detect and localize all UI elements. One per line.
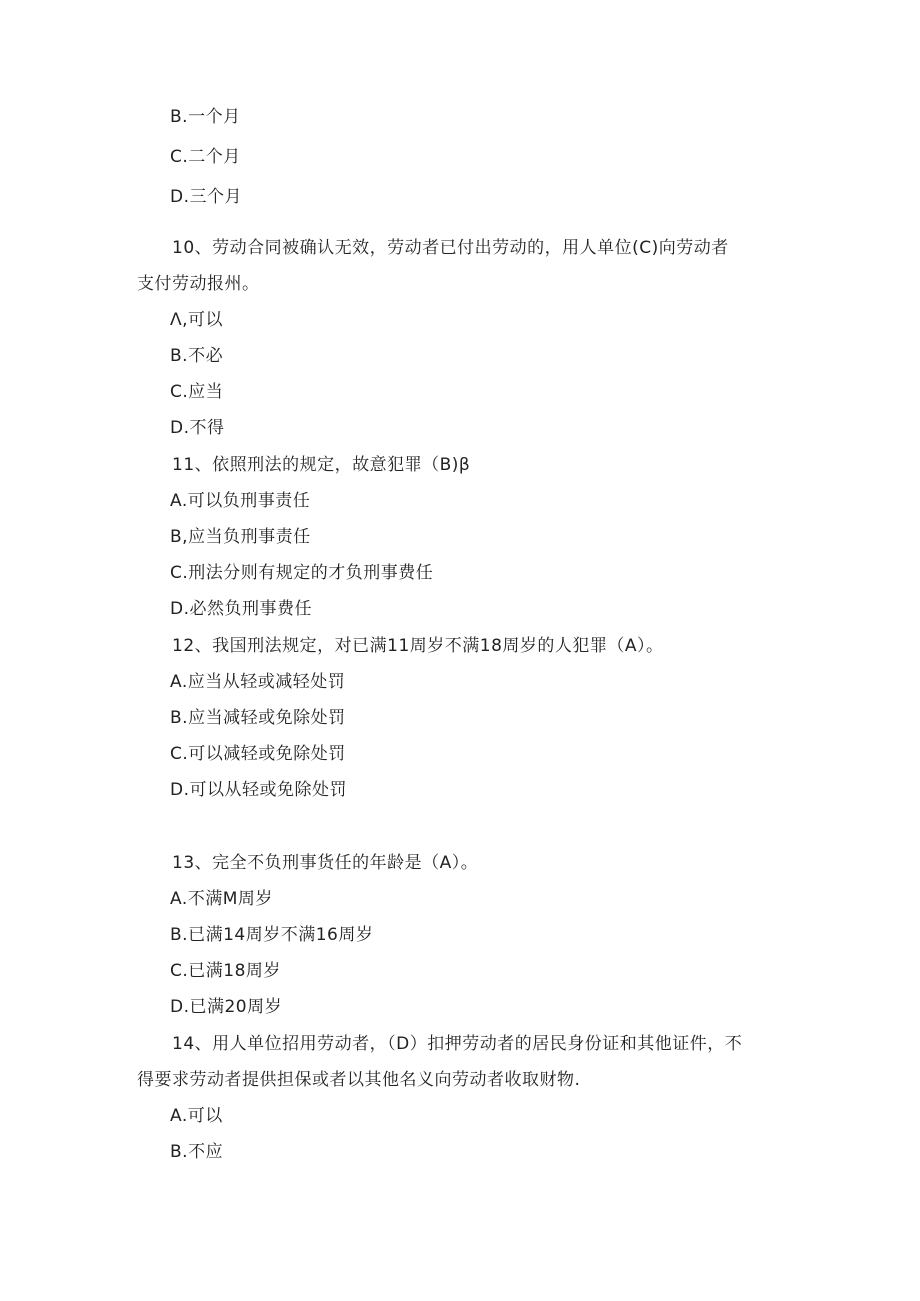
q13-option-d: D.已满20周岁 — [170, 997, 283, 1017]
q10-option-a: Λ,可以 — [170, 310, 224, 330]
question-12: 12、我国刑法规定，对已满11周岁不满18周岁的人犯罪（A）。 — [172, 636, 664, 656]
q13-option-b: B.已满14周岁不满16周岁 — [170, 925, 374, 945]
q12-option-a: A.应当从轻或减轻处罚 — [170, 672, 346, 692]
question-10-line-1: 10、劳动合同被确认无效，劳动者已付出劳动的，用人单位(C)向劳动者 — [172, 238, 729, 258]
option-d-three-months: D.三个月 — [170, 187, 242, 207]
q10-option-c: C.应当 — [170, 382, 224, 402]
q11-option-b: B,应当负刑事责任 — [170, 527, 311, 547]
q10-option-d: D.不得 — [170, 418, 225, 438]
question-10-line-2: 支付劳动报州。 — [137, 274, 260, 294]
q12-option-b: B.应当减轻或免除处罚 — [170, 708, 346, 728]
option-b-one-month: B.一个月 — [170, 107, 241, 127]
q11-option-a: A.可以负刑事责任 — [170, 491, 311, 511]
q13-option-c: C.已满18周岁 — [170, 961, 281, 981]
q11-option-d: D.必然负刑事费任 — [170, 599, 312, 619]
q14-option-a: A.可以 — [170, 1106, 223, 1126]
q12-option-c: C.可以减轻或免除处罚 — [170, 744, 346, 764]
option-c-two-months: C.二个月 — [170, 147, 241, 167]
question-11: 11、依照刑法的规定，故意犯罪（B)β — [172, 455, 471, 475]
q12-option-d: D.可以从轻或免除处罚 — [170, 780, 347, 800]
q14-option-b: B.不应 — [170, 1142, 224, 1162]
q11-option-c: C.刑法分则有规定的才负刑事费任 — [170, 563, 434, 583]
question-14-line-1: 14、用人单位招用劳动者，（D）扣押劳动者的居民身份证和其他证件，不 — [172, 1034, 743, 1054]
question-13: 13、完全不负刑事货任的年龄是（A）。 — [172, 853, 479, 873]
question-14-line-2: 得要求劳动者提供担保或者以其他名义向劳动者收取财物. — [137, 1070, 581, 1090]
q13-option-a: A.不满M周岁 — [170, 889, 273, 909]
q10-option-b: B.不必 — [170, 346, 224, 366]
